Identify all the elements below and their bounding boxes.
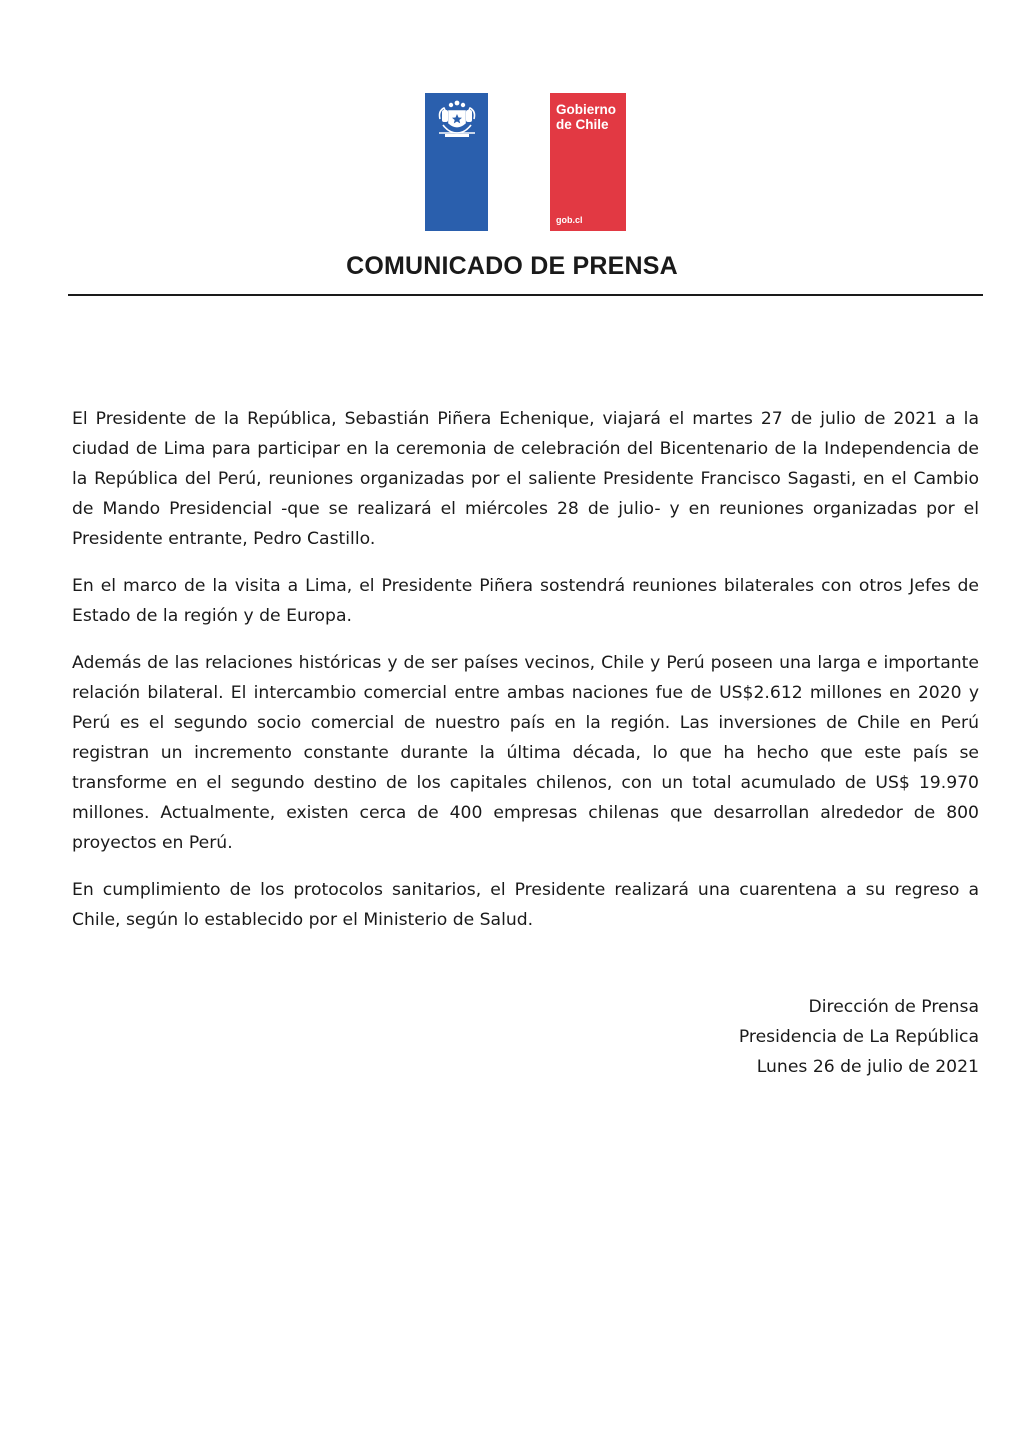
gobierno-de-chile-logo: [425, 93, 626, 231]
logo-url: gob.cl: [556, 215, 583, 225]
paragraph-4: En cumplimiento de los protocolos sanitarios, el Presidente realizará una cuarentena a su regreso a Chile, según lo establecido por el Ministerio de Salud.: [72, 880, 979, 930]
press-release-body: [72, 404, 979, 952]
title-divider: [68, 294, 983, 296]
paragraph-2: En el marco de la visita a Lima, el Presidente Piñera sostendrá reuniones bilaterales con otros Jefes de Estado de la región y de Europa.: [72, 576, 979, 626]
logo-red-panel: [550, 93, 626, 231]
signature-department: Dirección de Prensa: [808, 997, 979, 1017]
signature-office: Presidencia de La República: [738, 1027, 979, 1047]
logo-name: Gobierno de Chile: [556, 102, 616, 132]
paragraph-1: El Presidente de la República, Sebastián Piñera Echenique, viajará el martes 27 de julio de 2021 a la ciudad de Lima para participar en la ceremonia de celebración del Bicentenario de la Independencia de la República del Perú, reuniones organizadas por el saliente Presidente Francisco Sagasti, en el Cambio de Mando Presidencial -que se realizará el miércoles 28 de julio- y en reuniones organizadas por el Presidente entrante, Pedro Castillo.: [72, 409, 979, 549]
signature-date: Lunes 26 de julio de 2021: [756, 1057, 979, 1077]
logo-blue-panel: [425, 93, 488, 231]
paragraph-3: Además de las relaciones históricas y de ser países vecinos, Chile y Perú poseen una larga e importante relación bilateral. El intercambio comercial entre ambas naciones fue de US$2.612 millones en 2020 y Perú es el segundo socio comercial de nuestro país en la región. Las inversiones de Chile en Perú registran un incremento constante durante la última década, lo que ha hecho que este país se transforme en el segundo destino de los capitales chilenos, con un total acumulado de US$ 19.970 millones. Actualmente, existen cerca de 400 empresas chilenas que desarrollan alrededor de 800 proyectos en Perú.: [72, 653, 979, 853]
signature-block: [739, 992, 979, 1082]
page-title: COMUNICADO DE PRENSA: [346, 252, 678, 280]
chile-coat-of-arms-icon: [433, 99, 481, 139]
